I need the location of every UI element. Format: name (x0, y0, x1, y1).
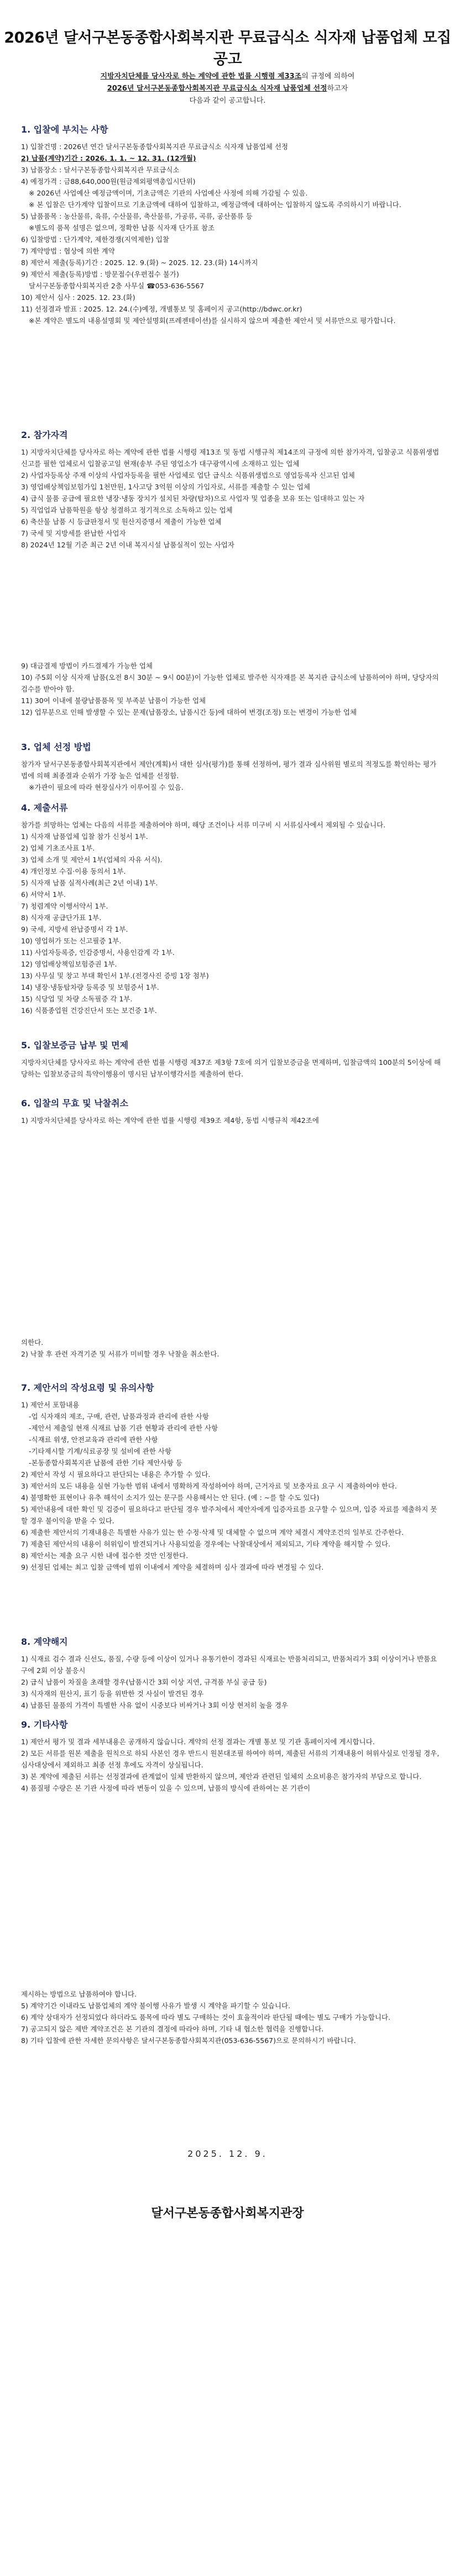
list-item: 5) 계약기간 이내라도 납품업체의 계약 불이행 사유가 발생 시 계약을 파기할 수 있습니다. (21, 2002, 291, 2010)
list-item: 9) 선정된 업체는 최고 입찰 금액에 범위 이내에서 계약을 체결하며 심사 결과에 따라 변경될 수 있다. (21, 1563, 324, 1571)
list-item: ※본 계약은 별도의 내용설명회 및 제안설명회(프레젠테이션)를 실시하지 않으며 제출한 제안서 및 서류만으로 평가합니다. (29, 316, 396, 325)
list-item: 15) 식당업 및 차량 소독필증 각 1부. (21, 995, 133, 1003)
intro-line-1 (0, 71, 455, 83)
list-item: 10) 주5회 이상 식자재 납품(오전 8시 30분 ~ 9시 00분)이 가능한 업체로 발주한 식자재를 본 복지관 급식소에 납품하여야 하며, 당당자의 검수를 받아야 함. (21, 673, 439, 693)
section-2-list-continued (21, 660, 441, 718)
list-item: 8) 제안서 제출(등록)기간 : 2025. 12. 9.(화) ~ 2025. 12. 23.(화) 14시까지 (21, 258, 258, 267)
section-4-list (21, 831, 441, 1016)
section-7-heading: 7. 제안서의 작성요령 및 유의사항 (21, 1382, 154, 1393)
list-item: 4) 개인정보 수집·이용 동의서 1부. (21, 867, 126, 875)
section-5-heading: 5. 입찰보증금 납부 및 면제 (21, 1040, 129, 1051)
list-item: 14) 냉장·냉동탑차량 등록증 및 보험증서 1부. (21, 983, 159, 991)
list-item: 지방자치단체를 당사자로 하는 계약에 관한 법률 시행령 제37조 제3항 7호에 의거 입찰보증금을 면제하며, 입찰금액의 100분의 5이상에 해당하는 입찰보증금의 특약이행용이 명시된 납부이행각서를 제출하여 한다. (21, 1058, 441, 1078)
list-item: 11) 사업자등록증, 인감증명서, 사용인감계 각 1부. (21, 948, 175, 957)
list-item: 제시하는 방법으로 납품하여야 합니다. (21, 1990, 137, 1998)
list-item: 2) 사업자등록상 주재 이상의 사업자등록을 필한 사업체로 업단 급식소 식품위생법으로 영업등록자 신고된 업체 (21, 471, 355, 479)
list-item: 의한다. (21, 1338, 44, 1347)
list-item: 12) 영업배상책임보험증권 1부. (21, 960, 117, 968)
intro-line-2 (0, 83, 455, 95)
list-item: 5) 식자재 납품 실적사례(최근 2년 이내) 1부. (21, 879, 158, 887)
list-item: 1) 제안서 평가 및 결과 세부내용은 공개하지 않습니다. 계약의 선정 결과는 개별 통보 및 기관 홈페이지에 게시합니다. (21, 1738, 375, 1746)
section-8-termination (21, 1635, 441, 1711)
section-3-list (21, 758, 441, 793)
section-1-heading: 1. 입찰에 부치는 사항 (21, 124, 108, 135)
list-item: ※별도의 품목 설명은 없으며, 정확한 납품 식자재 단가표 참조 (29, 224, 215, 232)
list-item: 3) 납품장소 : 달서구본동종합사회복지관 무료급식소 (21, 166, 180, 174)
list-item: 6) 입찰방법 : 단가계약, 제한경쟁(지역제한) 입찰 (21, 235, 169, 244)
section-7-proposal-guide (21, 1381, 441, 1573)
section-6-list (21, 1115, 441, 1126)
organization-name: 달서구본동종합사회복지관장 (151, 2207, 304, 2220)
list-item: 5) 직업업과 납품학원을 항상 청결하고 정기적으로 소독하고 있는 업체 (21, 506, 233, 514)
section-6-list-continued (21, 1337, 441, 1360)
list-item: 3) 식자재의 원산지, 표기 등을 위반한 것 사실이 발견된 경우 (21, 1690, 204, 1698)
list-item: 7) 계약방법 : 협상에 의한 계약 (21, 247, 115, 255)
section-2-list (21, 446, 441, 551)
intro-line-1-suffix: 의 규정에 의하여 (301, 72, 355, 81)
list-item: 3) 본 계약에 제출된 서류는 선정결과에 관계없이 일체 반환하지 않으며, 제안과 관련된 일체의 소요비용은 참가자의 부담으로 합니다. (21, 1772, 422, 1781)
list-item: 8) 제안서는 제출 요구 시한 내에 접수한 것만 인정한다. (21, 1551, 189, 1560)
list-item: -기타제시할 기계/식료공장 및 설비에 관한 사항 (29, 1447, 172, 1455)
section-6-invalidation (21, 1096, 441, 1126)
list-item: 1) 식재료 검수 결과 신선도, 품질, 수량 등에 이상이 있거나 유통기한이 경과된 식재료는 반품처리되고, 반품처리가 3회 이상이거나 반품요구에 2회 이상 불응시 (21, 1655, 437, 1675)
list-item: 2) 제안서 작성 시 필요하다고 판단되는 내용은 추가할 수 있다. (21, 1470, 211, 1479)
list-item: 6) 서약서 1부. (21, 890, 66, 899)
intro-line-2-suffix: 하고자 (327, 85, 348, 93)
list-item: 3) 영업배상책임보험가입 1천만원, 1사고당 3억원 이상의 가입자로, 서류를 제출할 수 있는 업체 (21, 483, 311, 491)
section-3-heading: 3. 업체 선정 방법 (21, 742, 91, 752)
list-item: 1) 식자재 납품업체 입찰 참가 신청서 1부. (21, 832, 148, 841)
list-item: 9) 대금결제 방법이 카드결제가 가능한 업체 (21, 662, 153, 670)
intro-paragraph (0, 71, 455, 107)
list-item: 6) 축산물 납품 시 등급판정서 및 원산지증명서 제출이 가능한 업체 (21, 518, 222, 526)
list-item: 2) 모든 서류를 원본 제출을 원칙으로 하되 사본인 경우 반드시 원본대조필 하여야 하며, 제출된 서류의 기재내용이 허위사실로 인정될 경우, 심사대상에서 제외하고 최종 선정 후에도 자격이 상실됩니다. (21, 1749, 440, 1769)
list-item: 달서구본동종합사회복지관 2층 사무실 ☎053-636-5567 (29, 282, 205, 290)
list-item: 1) 지방자치단체를 당사자로 하는 계약에 관한 법률 시행령 제13조 및 동법 시행규칙 제14조의 규정에 의한 참가자격, 입찰공고 식품위생법 신고를 필한 업체로서 입찰공고일 현재(송부 주된 영업소가 대구광역시에 소재하고 있는 업체 (21, 448, 440, 468)
list-item: 6) 계약 상대자가 선정되었다 하더라도 품목에 따라 별도 구매하는 것이 효율적이라 판단될 때에는 별도 구매가 가능합니다. (21, 2013, 391, 2021)
list-item: 10) 영업허가 또는 신고필증 1부. (21, 937, 122, 945)
list-item: 2) 업체 기초조사표 1부. (21, 844, 95, 852)
section-9-heading: 9. 기타사항 (21, 1719, 68, 1730)
list-item: 2) 낙찰 후 관련 자격기준 및 서류가 미비할 경우 낙찰을 취소한다. (21, 1350, 219, 1358)
section-9-list (21, 1736, 441, 1794)
list-item: 7) 국세 및 지방세를 완납한 사업자 (21, 529, 126, 537)
list-item: 7) 제출된 제안서의 내용이 허위임이 발견되거나 사용되었을 경우에는 낙찰대상에서 제외되고, 기타 계약을 해지할 수 있다. (21, 1540, 391, 1548)
list-item: 7) 청렴계약 이행서약서 1부. (21, 902, 108, 910)
page-title: 2026년 달서구본동종합사회복지관 무료급식소 식자재 납품업체 모집 공고 (4, 29, 451, 68)
list-item: 4) 급식 물품 공급에 필요한 냉장·냉동 장치가 설치된 차량(탑차)으로 사업자 및 업종을 보유 또는 임대하고 있는 자 (21, 494, 365, 503)
list-item: -본동종합사회복지관 납품에 관한 기타 제안사항 등 (29, 1459, 182, 1467)
list-item: ※ 본 입찰은 단가계약 입찰이므로 기초금액에 대하여 입찰하고, 예정금액에 대하여는 입찰하지 않도록 주의하시기 바랍니다. (29, 200, 401, 209)
list-item: 7) 공고되지 않은 제반 계약조건은 본 기관의 결정에 따라야 하며, 기타 내 협소한 협력을 진행합니다. (21, 2025, 324, 2033)
list-item: -제안서 제출일 현재 식재료 납품 기관 현황과 관리에 관한 사항 (29, 1424, 218, 1432)
section-2-heading: 2. 참가자격 (21, 430, 68, 440)
intro-line-3: 다음과 같이 공고합니다. (189, 97, 266, 105)
list-item: -식재료 위생, 안전교육과 관리에 관한 사항 (29, 1435, 158, 1444)
intro-law-reference: 지방자치단체를 당사자로 하는 계약에 관한 법률 시행령 제33조 (100, 72, 302, 81)
list-item: 2) 납품(계약)기간 : 2026. 1. 1. ~ 12. 31. (12개월) (21, 154, 196, 162)
announcement-date: 2025. 12. 9. (187, 2149, 268, 2159)
list-item: 8) 2024년 12월 기준 최근 2년 이내 복지시설 납품실적이 있는 사업자 (21, 541, 234, 549)
list-item: 11) 30여 이내에 불량납품품목 및 부족분 납품이 가능한 업체 (21, 696, 206, 705)
section-6-heading: 6. 입찰의 무효 및 낙찰취소 (21, 1098, 129, 1108)
section-8-heading: 8. 계약해지 (21, 1637, 68, 1647)
section-4-intro: 참가를 희망하는 업체는 다음의 서류를 제출하여야 하며, 해당 조건이나 서류 미구비 시 서류심사에서 제외될 수 있습니다. (21, 821, 386, 829)
section-2-qualifications (21, 428, 441, 551)
section-3-selection (21, 740, 441, 793)
section-7-list (21, 1399, 441, 1573)
list-item: 8) 식자재 공급단가표 1부. (21, 914, 102, 922)
list-item: 8) 기타 입찰에 관한 자세한 문의사항은 달서구본동종합사회복지관(053-636-5567)으로 문의하시기 바랍니다. (21, 2036, 356, 2045)
section-6-continued (21, 1337, 441, 1360)
list-item: 10) 제안서 심사 : 2025. 12. 23.(화) (21, 293, 135, 302)
list-item: 4) 납품된 물품의 가격이 특별한 사유 없이 시중보다 비싸거나 3회 이상 현저히 높을 경우 (21, 1701, 288, 1709)
list-item: 12) 업무분으로 인해 발생할 수 있는 문제(납품장소, 납품시간 등)에 대하여 변경(조정) 또는 변경이 가능한 업체 (21, 708, 357, 716)
list-item: 5) 제안내용에 대한 확인 및 검증이 필요하다고 판단될 경우 발주처에서 제안자에게 입증자료를 요구할 수 있으며, 입증 자료를 제출하지 못할 경우 불이익을 받을 수 있다. (21, 1505, 437, 1525)
list-item: 1) 입찰건명 : 2026년 연간 달서구본동종합사회복지관 무료급식소 식자재 납품업체 선정 (21, 142, 289, 151)
list-item: ※가관이 필요에 따라 현장실사가 이루어질 수 있음. (29, 783, 184, 791)
list-item: 9) 국세, 지방세 완납증명서 각 1부. (21, 925, 128, 933)
list-item: 3) 제안서의 모든 내용을 실현 가능한 범위 내에서 명확하게 작성하여야 하며, 근거자료 및 보충자료 요구 시 제출하여야 한다. (21, 1482, 398, 1490)
list-item: 4) 불명확한 표현이나 유추 해석이 소지가 있는 문구를 사용해서는 안 된다. (예 : ~를 할 수도 있다) (21, 1493, 320, 1502)
list-item: 11) 선정결과 발표 : 2025. 12. 24.(수)예정, 개별통보 및 홈페이지 공고(http://bdwc.or.kr) (21, 305, 302, 313)
list-item: 6) 제출한 제안서의 기재내용은 특별한 사유가 있는 한 수정·삭제 및 대체할 수 없으며 계약 체결시 계약조건의 일부로 간주한다. (21, 1528, 404, 1537)
list-item: 9) 제안서 제출(등록)방법 : 방문접수(우편접수 불가) (21, 270, 179, 278)
section-5-list (21, 1057, 441, 1080)
section-4-documents (21, 801, 441, 1016)
section-8-list (21, 1653, 441, 1711)
list-item: 1) 제안서 포함내용 (21, 1401, 80, 1409)
section-2-continued (21, 660, 441, 718)
list-item: 4) 품질평 수량은 본 기관 사정에 따라 변동이 있을 수 있으며, 납품의 방식에 관하여는 본 기관이 (21, 1784, 311, 1792)
section-9-continued (21, 1988, 441, 2046)
section-5-deposit (21, 1038, 441, 1080)
section-1-list (21, 141, 441, 326)
list-item: 16) 식품종업원 건강진단서 또는 보건증 1부. (21, 1006, 157, 1015)
list-item: 3) 업체 소개 및 제안서 1부(업체의 자유 서식). (21, 856, 163, 864)
list-item: 5) 납품품목 : 농산물류, 육류, 수산물류, 축산물류, 가공류, 곡류, 공산품류 등 (21, 212, 253, 220)
list-item: 참가자 달서구본동종합사회복지관에서 제안(계획)서 대한 심사(평가)를 통해 선정하여, 평가 결과 심사위원 별로의 적정도를 확인하는 평가법에 의해 최종결과 순위가 가장 높은 업체를 선정함. (21, 760, 437, 780)
section-1-bid-items (21, 123, 441, 326)
list-item: 13) 사무실 및 창고 부대 확인서 1부.(전경사진 증빙 1장 첨부) (21, 972, 209, 980)
section-9-other (21, 1718, 441, 1794)
list-item: 4) 예정가격 : 금88,640,000원(원금제외평액총입시단위) (21, 177, 196, 186)
list-item: 2) 급식 납품이 차질을 초래할 경우(납품시간 3회 이상 지연, 규격품 부실 공급 등) (21, 1678, 267, 1686)
section-9-list-continued (21, 1988, 441, 2046)
list-item: -업 식자재의 제조, 구매, 관련, 납품과정과 관리에 관한 사항 (29, 1412, 209, 1421)
intro-purpose: 2026년 달서구본동종합사회복지관 무료급식소 식자재 납품업체 선정 (107, 85, 327, 93)
list-item: ※ 2026년 사업예산 예정금액이며, 기초금액은 기관의 사업예산 사정에 의해 가감될 수 있음. (29, 189, 308, 197)
list-item: 1) 지방자치단체를 당사자로 하는 계약에 관한 법률 시행령 제39조 제4항, 동법 시행규칙 제42조에 (21, 1116, 319, 1125)
section-4-heading: 4. 제출서류 (21, 803, 68, 813)
